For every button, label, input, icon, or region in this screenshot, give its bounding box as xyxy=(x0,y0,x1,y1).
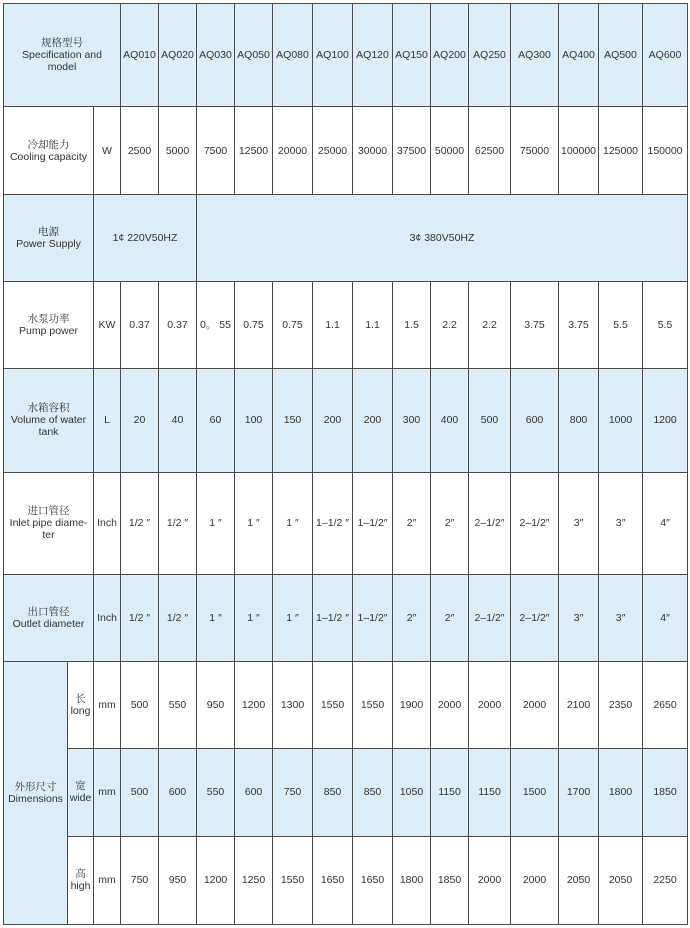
value-cell: 600 xyxy=(235,748,273,836)
value-cell: 1 ″ xyxy=(235,472,273,574)
model-cell: AQ250 xyxy=(469,4,511,107)
dimensions-label xyxy=(4,661,68,924)
long-label-cn: 长 xyxy=(75,692,86,705)
value-cell: 3″ xyxy=(559,472,599,574)
value-cell: 1/2 ″ xyxy=(121,574,159,661)
value-cell: 1850 xyxy=(643,748,688,836)
value-cell: 850 xyxy=(353,748,393,836)
value-cell: 4″ xyxy=(643,472,688,574)
value-cell: 5.5 xyxy=(643,282,688,369)
tank-label-cn: 水箱容积 xyxy=(27,402,70,415)
cooling-label-en: Cooling capacity xyxy=(9,150,88,163)
value-cell: 1150 xyxy=(469,748,511,836)
high-label xyxy=(68,836,94,924)
header-row xyxy=(4,4,688,107)
outlet-label-en: Outlet diameter xyxy=(12,617,85,630)
value-cell: 1200 xyxy=(643,369,688,472)
value-cell: 950 xyxy=(159,836,197,924)
power-row xyxy=(4,195,688,282)
model-cell: AQ500 xyxy=(599,4,643,107)
value-cell: 1650 xyxy=(313,836,353,924)
value-cell: 300 xyxy=(393,369,431,472)
value-cell: 1/2 ″ xyxy=(121,472,159,574)
value-cell: 1250 xyxy=(235,836,273,924)
value-cell: 0.75 xyxy=(273,282,313,369)
value-cell: 750 xyxy=(121,836,159,924)
value-cell: 2100 xyxy=(559,661,599,748)
pump-label-en: Pump power xyxy=(19,325,78,338)
value-cell: 1550 xyxy=(313,661,353,748)
unit-cell: mm xyxy=(94,661,121,748)
inlet-label-cn: 进口管径 xyxy=(27,505,70,518)
power-single-phase: 1¢ 220V50HZ xyxy=(94,195,197,282)
value-cell: 0。 55 xyxy=(197,282,235,369)
value-cell: 2000 xyxy=(469,836,511,924)
value-cell: 7500 xyxy=(197,107,235,195)
model-cell: AQ400 xyxy=(559,4,599,107)
inlet-label xyxy=(4,472,94,574)
pump-label-cn: 水泵功率 xyxy=(27,313,70,326)
value-cell: 1550 xyxy=(353,661,393,748)
value-cell: 1050 xyxy=(393,748,431,836)
inlet-label-en-1: Inlet pipe diame- xyxy=(9,517,88,530)
model-cell: AQ150 xyxy=(393,4,431,107)
value-cell: 4″ xyxy=(643,574,688,661)
value-cell: 1300 xyxy=(273,661,313,748)
value-cell: 1900 xyxy=(393,661,431,748)
value-cell: 100000 xyxy=(559,107,599,195)
long-label-en: long xyxy=(70,704,91,717)
dimensions-long-row xyxy=(4,661,688,748)
value-cell: 62500 xyxy=(469,107,511,195)
value-cell: 3″ xyxy=(559,574,599,661)
value-cell: 5.5 xyxy=(599,282,643,369)
inlet-row xyxy=(4,472,688,574)
model-cell: AQ020 xyxy=(159,4,197,107)
value-cell: 40 xyxy=(159,369,197,472)
wide-label xyxy=(68,748,94,836)
model-cell: AQ100 xyxy=(313,4,353,107)
model-cell: AQ080 xyxy=(273,4,313,107)
value-cell: 150000 xyxy=(643,107,688,195)
value-cell: 1650 xyxy=(353,836,393,924)
value-cell: 1500 xyxy=(511,748,559,836)
value-cell: 2″ xyxy=(393,472,431,574)
value-cell: 1700 xyxy=(559,748,599,836)
value-cell: 37500 xyxy=(393,107,431,195)
value-cell: 75000 xyxy=(511,107,559,195)
cooling-label-cn: 冷却能力 xyxy=(27,138,70,151)
value-cell: 1800 xyxy=(599,748,643,836)
outlet-label xyxy=(4,574,94,661)
unit-cell: Inch xyxy=(94,472,121,574)
value-cell: 2.2 xyxy=(469,282,511,369)
value-cell: 1 ″ xyxy=(273,574,313,661)
value-cell: 60 xyxy=(197,369,235,472)
value-cell: 850 xyxy=(313,748,353,836)
model-cell: AQ050 xyxy=(235,4,273,107)
dimensions-wide-row xyxy=(4,748,688,836)
value-cell: 20 xyxy=(121,369,159,472)
value-cell: 1 ″ xyxy=(197,472,235,574)
value-cell: 2000 xyxy=(511,661,559,748)
value-cell: 1 ″ xyxy=(197,574,235,661)
value-cell: 600 xyxy=(511,369,559,472)
value-cell: 1200 xyxy=(197,836,235,924)
value-cell: 1–1/2″ xyxy=(353,472,393,574)
value-cell: 2000 xyxy=(511,836,559,924)
value-cell: 1 ″ xyxy=(273,472,313,574)
value-cell: 1550 xyxy=(273,836,313,924)
value-cell: 0.37 xyxy=(121,282,159,369)
unit-cell: L xyxy=(94,369,121,472)
value-cell: 1–1/2 ″ xyxy=(313,574,353,661)
value-cell: 1.1 xyxy=(313,282,353,369)
value-cell: 2500 xyxy=(121,107,159,195)
value-cell: 3.75 xyxy=(511,282,559,369)
inlet-label-en-2: ter xyxy=(42,529,55,542)
header-label-cn: 规格型号 xyxy=(41,37,83,50)
dimensions-label-cn: 外形尺寸 xyxy=(14,780,57,793)
value-cell: 2250 xyxy=(643,836,688,924)
value-cell: 2350 xyxy=(599,661,643,748)
model-cell: AQ600 xyxy=(643,4,688,107)
pump-row xyxy=(4,282,688,369)
value-cell: 400 xyxy=(431,369,469,472)
unit-cell: KW xyxy=(94,282,121,369)
value-cell: 2–1/2″ xyxy=(511,472,559,574)
value-cell: 125000 xyxy=(599,107,643,195)
model-cell: AQ200 xyxy=(431,4,469,107)
value-cell: 5000 xyxy=(159,107,197,195)
header-label-en-1: Specification and xyxy=(22,49,102,62)
value-cell: 30000 xyxy=(353,107,393,195)
long-label xyxy=(68,661,94,748)
value-cell: 1850 xyxy=(431,836,469,924)
unit-cell: mm xyxy=(94,836,121,924)
value-cell: 2050 xyxy=(599,836,643,924)
wide-label-en: wide xyxy=(69,792,92,805)
value-cell: 3.75 xyxy=(559,282,599,369)
value-cell: 200 xyxy=(353,369,393,472)
power-label xyxy=(4,195,94,282)
power-label-cn: 电源 xyxy=(38,226,59,239)
unit-cell: W xyxy=(94,107,121,195)
value-cell: 550 xyxy=(197,748,235,836)
value-cell: 1800 xyxy=(393,836,431,924)
value-cell: 950 xyxy=(197,661,235,748)
value-cell: 2.2 xyxy=(431,282,469,369)
value-cell: 2″ xyxy=(393,574,431,661)
value-cell: 2000 xyxy=(431,661,469,748)
value-cell: 0.37 xyxy=(159,282,197,369)
value-cell: 20000 xyxy=(273,107,313,195)
value-cell: 1–1/2 ″ xyxy=(313,472,353,574)
outlet-label-cn: 出口管径 xyxy=(27,605,70,618)
unit-cell: Inch xyxy=(94,574,121,661)
header-label-en-2: model xyxy=(47,61,77,74)
cooling-label xyxy=(4,107,94,195)
value-cell: 1150 xyxy=(431,748,469,836)
value-cell: 1000 xyxy=(599,369,643,472)
value-cell: 2000 xyxy=(469,661,511,748)
value-cell: 50000 xyxy=(431,107,469,195)
value-cell: 800 xyxy=(559,369,599,472)
tank-label-en-1: Volume of water xyxy=(10,414,87,427)
outlet-row xyxy=(4,574,688,661)
model-cell: AQ010 xyxy=(121,4,159,107)
header-label xyxy=(4,4,121,107)
value-cell: 2″ xyxy=(431,472,469,574)
value-cell: 2–1/2″ xyxy=(469,574,511,661)
value-cell: 1200 xyxy=(235,661,273,748)
value-cell: 500 xyxy=(121,661,159,748)
value-cell: 1.1 xyxy=(353,282,393,369)
high-label-cn: 高 xyxy=(75,868,86,881)
model-cell: AQ300 xyxy=(511,4,559,107)
value-cell: 600 xyxy=(159,748,197,836)
value-cell: 500 xyxy=(121,748,159,836)
pump-label xyxy=(4,282,94,369)
value-cell: 2–1/2″ xyxy=(511,574,559,661)
power-label-en: Power Supply xyxy=(16,238,81,251)
dimensions-high-row xyxy=(4,836,688,924)
model-cell: AQ120 xyxy=(353,4,393,107)
unit-cell: mm xyxy=(94,748,121,836)
value-cell: 3″ xyxy=(599,472,643,574)
wide-label-cn: 宽 xyxy=(75,780,86,793)
value-cell: 2–1/2″ xyxy=(469,472,511,574)
value-cell: 100 xyxy=(235,369,273,472)
value-cell: 25000 xyxy=(313,107,353,195)
value-cell: 12500 xyxy=(235,107,273,195)
tank-row xyxy=(4,369,688,472)
model-cell: AQ030 xyxy=(197,4,235,107)
value-cell: 1 ″ xyxy=(235,574,273,661)
value-cell: 2050 xyxy=(559,836,599,924)
dimensions-label-en: Dimensions xyxy=(8,792,63,805)
value-cell: 150 xyxy=(273,369,313,472)
value-cell: 550 xyxy=(159,661,197,748)
value-cell: 2650 xyxy=(643,661,688,748)
spec-table xyxy=(3,3,688,925)
cooling-row xyxy=(4,107,688,195)
value-cell: 1/2 ″ xyxy=(159,472,197,574)
value-cell: 3″ xyxy=(599,574,643,661)
power-three-phase: 3¢ 380V50HZ xyxy=(197,195,688,282)
value-cell: 750 xyxy=(273,748,313,836)
value-cell: 1/2 ″ xyxy=(159,574,197,661)
tank-label xyxy=(4,369,94,472)
value-cell: 200 xyxy=(313,369,353,472)
value-cell: 1–1/2″ xyxy=(353,574,393,661)
value-cell: 1.5 xyxy=(393,282,431,369)
value-cell: 500 xyxy=(469,369,511,472)
value-cell: 2″ xyxy=(431,574,469,661)
value-cell: 0.75 xyxy=(235,282,273,369)
high-label-en: high xyxy=(70,880,91,893)
tank-label-en-2: tank xyxy=(38,426,59,439)
